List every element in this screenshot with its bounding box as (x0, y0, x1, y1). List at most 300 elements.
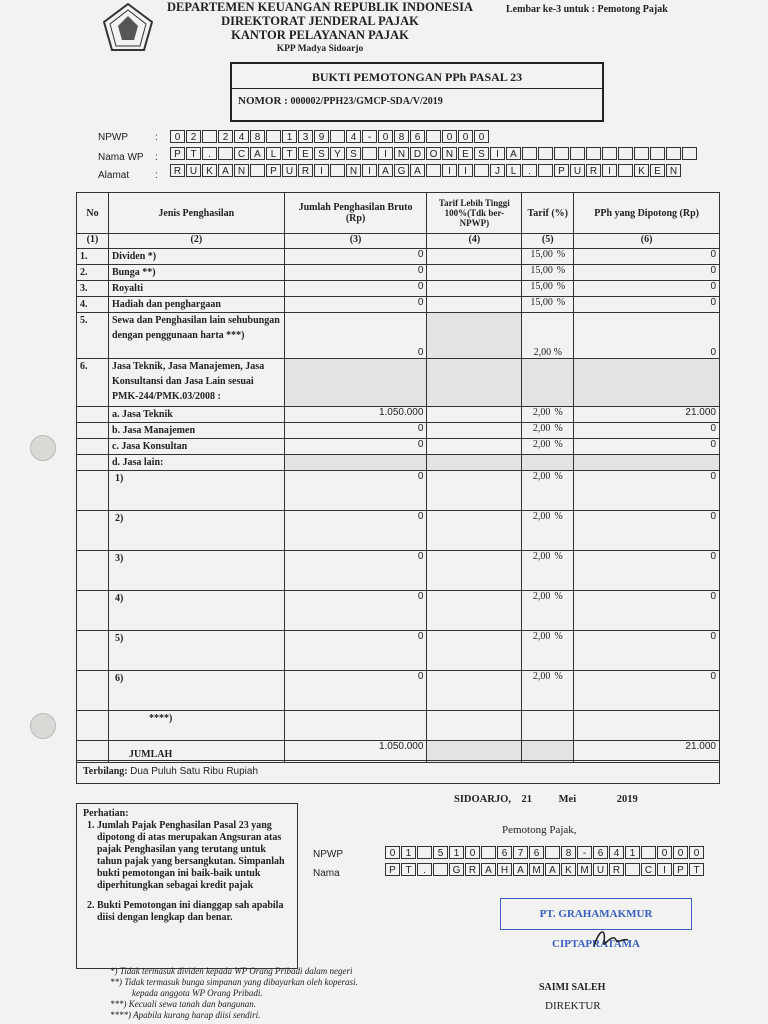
row-bruto (284, 359, 427, 407)
char-cell[interactable]: 0 (378, 130, 393, 143)
colnum: (5) (522, 234, 574, 249)
char-cell[interactable] (538, 147, 553, 160)
header-line1: DEPARTEMEN KEUANGAN REPUBLIK INDONESIA (167, 0, 473, 14)
char-cell[interactable]: R (465, 863, 480, 876)
percent-sign: % (554, 511, 563, 522)
row-bruto: 0 (284, 249, 427, 265)
char-cell[interactable] (586, 147, 601, 160)
row-tarif-lebih (427, 511, 522, 551)
tarif-value: 15,00 (530, 297, 553, 308)
char-cell[interactable]: 6 (497, 846, 512, 859)
char-cell[interactable]: 8 (561, 846, 576, 859)
percent-sign: % (556, 249, 566, 260)
row-no (77, 455, 109, 471)
char-cell[interactable]: A (513, 863, 528, 876)
char-cell[interactable] (362, 147, 377, 160)
row-jenis: 2) (108, 511, 284, 551)
row-bruto: 0 (284, 631, 427, 671)
table-row (77, 423, 720, 439)
row-tarif-lebih (427, 265, 522, 281)
char-cell[interactable]: A (218, 164, 233, 177)
char-cell[interactable] (650, 147, 665, 160)
row-tarif (522, 471, 574, 511)
header-jenis: Jenis Penghasilan (108, 193, 284, 234)
row-bruto (284, 455, 427, 471)
char-cell[interactable] (634, 147, 649, 160)
char-cell[interactable]: A (481, 863, 496, 876)
tarif-value: 2,00 (532, 671, 551, 682)
table-row (77, 671, 720, 711)
ministry-header (165, 0, 475, 56)
char-cell[interactable]: 0 (170, 130, 185, 143)
row-pph (574, 711, 720, 741)
char-cell[interactable] (417, 846, 432, 859)
row-no: 2. (77, 265, 109, 281)
char-cell[interactable]: 6 (529, 846, 544, 859)
char-cell[interactable] (474, 164, 489, 177)
nama-wp-label: Nama WP (98, 152, 144, 163)
table-row (77, 407, 720, 423)
document-title: BUKTI PEMOTONGAN PPh PASAL 23 (311, 70, 523, 84)
perhatian-title: Perhatian: (83, 808, 129, 819)
char-cell[interactable]: P (673, 863, 688, 876)
perhatian-item-2: 2. Bukti Pemotongan ini dianggap sah apabila diisi dengan lengkap dan benar. (97, 900, 291, 924)
char-cell[interactable]: 0 (474, 130, 489, 143)
char-cell[interactable] (481, 846, 496, 859)
place-date (454, 794, 638, 805)
char-cell[interactable]: G (394, 164, 409, 177)
char-cell[interactable]: H (497, 863, 512, 876)
char-cell[interactable]: L (506, 164, 521, 177)
row-pph: 0 (574, 511, 720, 551)
char-cell[interactable]: N (394, 147, 409, 160)
row-jenis: 6) (108, 671, 284, 711)
row-jenis: 1) (108, 471, 284, 511)
alamat-cells[interactable] (170, 164, 682, 177)
char-cell[interactable]: 0 (385, 846, 400, 859)
colon: : (155, 170, 158, 181)
nomor-line (232, 88, 602, 107)
char-cell[interactable]: I (490, 147, 505, 160)
char-cell[interactable]: 8 (250, 130, 265, 143)
char-cell[interactable]: S (314, 147, 329, 160)
char-cell[interactable]: U (282, 164, 297, 177)
header-no: No (77, 193, 109, 234)
char-cell[interactable]: R (609, 863, 624, 876)
char-cell[interactable] (625, 863, 640, 876)
char-cell[interactable] (602, 147, 617, 160)
char-cell[interactable]: 5 (433, 846, 448, 859)
row-tarif-lebih (427, 471, 522, 511)
char-cell[interactable]: G (449, 863, 464, 876)
terbilang-value: Dua Puluh Satu Ribu Rupiah (130, 766, 259, 777)
row-no (77, 511, 109, 551)
char-cell[interactable]: A (506, 147, 521, 160)
jasa-lain-label: d. Jasa lain: (108, 455, 284, 471)
percent-sign: % (554, 631, 563, 642)
char-cell[interactable]: . (417, 863, 432, 876)
row-bruto: 0 (284, 281, 427, 297)
tarif-value: 15,00 (530, 281, 553, 292)
row-no (77, 551, 109, 591)
char-cell[interactable]: 1 (401, 846, 416, 859)
colnum: (4) (427, 234, 522, 249)
row-jenis: Jasa Teknik, Jasa Manajemen, Jasa Konsultansi dan Jasa Lain sesuai PMK-244/PMK.03/2008 : (108, 359, 284, 407)
pemotong-label: Pemotong Pajak, (502, 824, 577, 836)
char-cell[interactable]: I (442, 164, 457, 177)
tarif-value: 2,00 (532, 511, 551, 522)
char-cell[interactable]: I (314, 164, 329, 177)
char-cell[interactable]: 0 (673, 846, 688, 859)
npwp-label: NPWP (98, 132, 128, 143)
perhatian-box (76, 803, 298, 969)
char-cell[interactable]: 7 (513, 846, 528, 859)
punch-hole-bottom (30, 713, 56, 739)
row-bruto: 0 (284, 551, 427, 591)
percent-sign: % (554, 423, 563, 434)
table-row (77, 265, 720, 281)
jumlah-label: JUMLAH (108, 741, 284, 763)
row-tarif (522, 591, 574, 631)
row-tarif (522, 511, 574, 551)
row-tarif-lebih (427, 281, 522, 297)
row-bruto: 0 (284, 297, 427, 313)
char-cell[interactable]: M (529, 863, 544, 876)
char-cell[interactable]: I (602, 164, 617, 177)
row-no (77, 407, 109, 423)
char-cell[interactable]: 8 (394, 130, 409, 143)
row-tarif-lebih (427, 551, 522, 591)
char-cell[interactable]: O (426, 147, 441, 160)
char-cell[interactable]: 0 (465, 846, 480, 859)
char-cell[interactable]: S (474, 147, 489, 160)
header-bruto: Jumlah Penghasilan Bruto (Rp) (284, 193, 427, 234)
row-tarif-lebih (427, 711, 522, 741)
header-line4: KPP Madya Sidoarjo (276, 44, 364, 54)
char-cell[interactable]: A (410, 164, 425, 177)
table-row (77, 281, 720, 297)
char-cell[interactable]: A (378, 164, 393, 177)
row-tarif (522, 631, 574, 671)
char-cell[interactable]: C (234, 147, 249, 160)
char-cell[interactable] (641, 846, 656, 859)
char-cell[interactable]: E (458, 147, 473, 160)
row-no (77, 711, 109, 741)
row-tarif (522, 265, 574, 281)
row-tarif (522, 711, 574, 741)
char-cell[interactable]: A (545, 863, 560, 876)
char-cell[interactable]: T (401, 863, 416, 876)
percent-sign: % (556, 281, 566, 292)
char-cell[interactable]: - (362, 130, 377, 143)
row-pph: 0 (574, 297, 720, 313)
row-pph: 0 (574, 265, 720, 281)
char-cell[interactable]: U (186, 164, 201, 177)
char-cell[interactable] (250, 164, 265, 177)
signer-name: SAIMI SALEH (539, 982, 606, 993)
lembar-note: Lembar ke-3 untuk : Pemotong Pajak (506, 4, 668, 15)
title-box (230, 62, 604, 122)
colnum: (3) (284, 234, 427, 249)
signer-position: DIREKTUR (545, 1000, 601, 1012)
char-cell[interactable]: 0 (689, 846, 704, 859)
tarif-value: 2,00 (532, 551, 551, 562)
char-cell[interactable]: T (689, 863, 704, 876)
row-jenis: 3) (108, 551, 284, 591)
jumlah-bruto: 1.050.000 (284, 741, 427, 763)
row-tarif-lebih (427, 631, 522, 671)
char-cell[interactable]: J (490, 164, 505, 177)
row-bruto: 0 (284, 313, 427, 359)
percent-sign: % (554, 407, 563, 418)
char-cell[interactable]: P (266, 164, 281, 177)
char-cell[interactable] (433, 863, 448, 876)
tarif-value: 15,00 (530, 249, 553, 260)
row-no (77, 439, 109, 455)
row-tarif (522, 249, 574, 265)
char-cell[interactable]: 4 (234, 130, 249, 143)
char-cell[interactable] (554, 147, 569, 160)
row-pph: 0 (574, 249, 720, 265)
row-tarif-lebih (427, 455, 522, 471)
char-cell[interactable]: P (170, 147, 185, 160)
char-cell[interactable] (538, 164, 553, 177)
footnote-2b: kepada anggota WP Orang Pribadi. (132, 988, 263, 998)
char-cell[interactable]: A (250, 147, 265, 160)
colon: : (155, 152, 158, 163)
nomor-value: 000002/PPH23/GMCP-SDA/V/2019 (290, 96, 443, 107)
char-cell[interactable]: E (298, 147, 313, 160)
row-jenis: 5) (108, 631, 284, 671)
char-cell[interactable]: D (410, 147, 425, 160)
char-cell[interactable]: 2 (218, 130, 233, 143)
tarif-value: 2,00 (532, 591, 551, 602)
table-row (77, 249, 720, 265)
terbilang-box (76, 760, 720, 784)
char-cell[interactable] (618, 164, 633, 177)
char-cell[interactable] (666, 147, 681, 160)
row-jenis: a. Jasa Teknik (108, 407, 284, 423)
char-cell[interactable] (330, 130, 345, 143)
row-no: 3. (77, 281, 109, 297)
tarif-value: 2,00 (532, 471, 551, 482)
row-no: 4. (77, 297, 109, 313)
char-cell[interactable]: I (378, 147, 393, 160)
char-cell[interactable]: P (554, 164, 569, 177)
row-no (77, 471, 109, 511)
row-tarif (522, 671, 574, 711)
char-cell[interactable]: T (282, 147, 297, 160)
char-cell[interactable]: C (641, 863, 656, 876)
char-cell[interactable]: 9 (314, 130, 329, 143)
row-no (77, 591, 109, 631)
footnote-3: ***) Kecuali sewa tanah dan bangunan. (110, 999, 256, 1009)
row-tarif (522, 281, 574, 297)
row-pph (574, 455, 720, 471)
char-cell[interactable]: I (657, 863, 672, 876)
char-cell[interactable]: - (577, 846, 592, 859)
percent-sign: % (556, 265, 566, 276)
char-cell[interactable]: T (186, 147, 201, 160)
table-row (77, 711, 720, 741)
char-cell[interactable]: M (577, 863, 592, 876)
char-cell[interactable] (426, 164, 441, 177)
row-bruto: 0 (284, 265, 427, 281)
char-cell[interactable]: 1 (282, 130, 297, 143)
jumlah-pph: 21.000 (574, 741, 720, 763)
char-cell[interactable]: 4 (346, 130, 361, 143)
char-cell[interactable]: S (346, 147, 361, 160)
char-cell[interactable]: R (298, 164, 313, 177)
pemotong-nama-cells[interactable] (385, 863, 705, 876)
row-tarif-lebih (427, 249, 522, 265)
row-tarif (522, 359, 574, 407)
garuda-logo-icon (100, 2, 156, 54)
row-no: 6. (77, 359, 109, 407)
row-no (77, 631, 109, 671)
header-tarif-lebih: Tarif Lebih Tinggi 100%(Tdk ber-NPWP) (427, 193, 522, 234)
char-cell[interactable] (426, 130, 441, 143)
row-pph: 0 (574, 591, 720, 631)
char-cell[interactable]: 6 (593, 846, 608, 859)
char-cell[interactable]: R (586, 164, 601, 177)
row-bruto: 0 (284, 423, 427, 439)
table-row (77, 591, 720, 631)
table-row (77, 471, 720, 511)
row-tarif-lebih (427, 313, 522, 359)
pemotong-nama-label: Nama (313, 868, 340, 879)
row-tarif (522, 407, 574, 423)
char-cell[interactable]: 6 (410, 130, 425, 143)
footnote-4: ****) Apabila kurang harap diisi sendiri. (110, 1010, 261, 1020)
char-cell[interactable]: 1 (449, 846, 464, 859)
percent-sign: % (554, 591, 563, 602)
row-bruto: 0 (284, 439, 427, 455)
tarif-value: 15,00 (530, 265, 553, 276)
row-tarif (522, 551, 574, 591)
row-tarif (522, 439, 574, 455)
char-cell[interactable]: . (202, 147, 217, 160)
row-tarif-lebih (427, 297, 522, 313)
char-cell[interactable]: U (593, 863, 608, 876)
table-row (77, 439, 720, 455)
row-bruto: 0 (284, 471, 427, 511)
table-row (77, 359, 720, 407)
char-cell[interactable] (202, 130, 217, 143)
row-bruto: 0 (284, 511, 427, 551)
char-cell[interactable]: N (666, 164, 681, 177)
char-cell[interactable]: I (458, 164, 473, 177)
char-cell[interactable]: K (634, 164, 649, 177)
row-pph: 0 (574, 671, 720, 711)
char-cell[interactable]: 3 (298, 130, 313, 143)
row-pph: 21.000 (574, 407, 720, 423)
char-cell[interactable]: U (570, 164, 585, 177)
char-cell[interactable]: 2 (186, 130, 201, 143)
char-cell[interactable]: . (522, 164, 537, 177)
colon: : (155, 132, 158, 143)
char-cell[interactable]: 0 (442, 130, 457, 143)
percent-sign: % (554, 471, 563, 482)
char-cell[interactable]: E (650, 164, 665, 177)
char-cell[interactable] (522, 147, 537, 160)
row-pph: 0 (574, 551, 720, 591)
char-cell[interactable] (570, 147, 585, 160)
row-bruto: 1.050.000 (284, 407, 427, 423)
char-cell[interactable] (330, 164, 345, 177)
char-cell[interactable] (218, 147, 233, 160)
footnote-1: *) Tidak termasuk dividen kepada WP Orang Pribadi dalam negeri (110, 966, 353, 976)
npwp-cells[interactable] (170, 130, 490, 143)
row-bruto (284, 711, 427, 741)
char-cell[interactable]: N (442, 147, 457, 160)
colnum: (1) (77, 234, 109, 249)
pemotong-npwp-cells[interactable] (385, 846, 705, 859)
footnotes (110, 966, 358, 1021)
percent-sign: % (554, 551, 563, 562)
row-tarif-lebih (427, 671, 522, 711)
table-row (77, 297, 720, 313)
row-pph: 0 (574, 439, 720, 455)
char-cell[interactable] (545, 846, 560, 859)
header-line3: KANTOR PELAYANAN PAJAK (231, 28, 409, 42)
row-no: 5. (77, 313, 109, 359)
signature-icon (590, 922, 630, 952)
nama-wp-cells[interactable] (170, 147, 698, 160)
char-cell[interactable]: 4 (609, 846, 624, 859)
tarif-value: 2,00 (532, 407, 551, 418)
percent-sign: % (554, 671, 563, 682)
row-tarif-lebih (427, 591, 522, 631)
char-cell[interactable] (618, 147, 633, 160)
percent-sign: % (554, 439, 563, 450)
row-pph: 0 (574, 423, 720, 439)
row-bruto: 0 (284, 671, 427, 711)
row-tarif (522, 423, 574, 439)
colnum: (2) (108, 234, 284, 249)
char-cell[interactable]: L (266, 147, 281, 160)
row-tarif-lebih (427, 423, 522, 439)
row-jenis: 4) (108, 591, 284, 631)
company-stamp: PT. GRAHAMAKMUR CIPTAPRATAMA (500, 898, 692, 930)
header-line2: DIREKTORAT JENDERAL PAJAK (221, 14, 419, 28)
punch-hole-top (30, 435, 56, 461)
char-cell[interactable]: I (362, 164, 377, 177)
row-pph: 0 (574, 471, 720, 511)
char-cell[interactable]: N (234, 164, 249, 177)
char-cell[interactable]: K (202, 164, 217, 177)
row-jenis: Hadiah dan penghargaan (108, 297, 284, 313)
char-cell[interactable]: R (170, 164, 185, 177)
header-pph: PPh yang Dipotong (Rp) (574, 193, 720, 234)
char-cell[interactable]: 1 (625, 846, 640, 859)
char-cell[interactable] (682, 147, 697, 160)
char-cell[interactable]: Y (330, 147, 345, 160)
char-cell[interactable]: 0 (657, 846, 672, 859)
char-cell[interactable]: P (385, 863, 400, 876)
table-row (77, 551, 720, 591)
header-tarif: Tarif (%) (522, 193, 574, 234)
pph23-table (76, 192, 720, 763)
row-no (77, 423, 109, 439)
char-cell[interactable] (266, 130, 281, 143)
char-cell[interactable]: N (346, 164, 361, 177)
month: Mei (558, 794, 577, 805)
perhatian-item-1: 1. Jumlah Pajak Penghasilan Pasal 23 yang dipotong di atas merupakan Angsuran atas pajak Penghasilan yang terutang untuk tahun pajak yang bersangkutan. Simpanlah bukti pemotongan ini baik-baik untuk diperhitungkan sebagai kredit pajak (97, 820, 291, 892)
pemotong-npwp-label: NPWP (313, 849, 343, 860)
char-cell[interactable]: 0 (458, 130, 473, 143)
char-cell[interactable]: K (561, 863, 576, 876)
